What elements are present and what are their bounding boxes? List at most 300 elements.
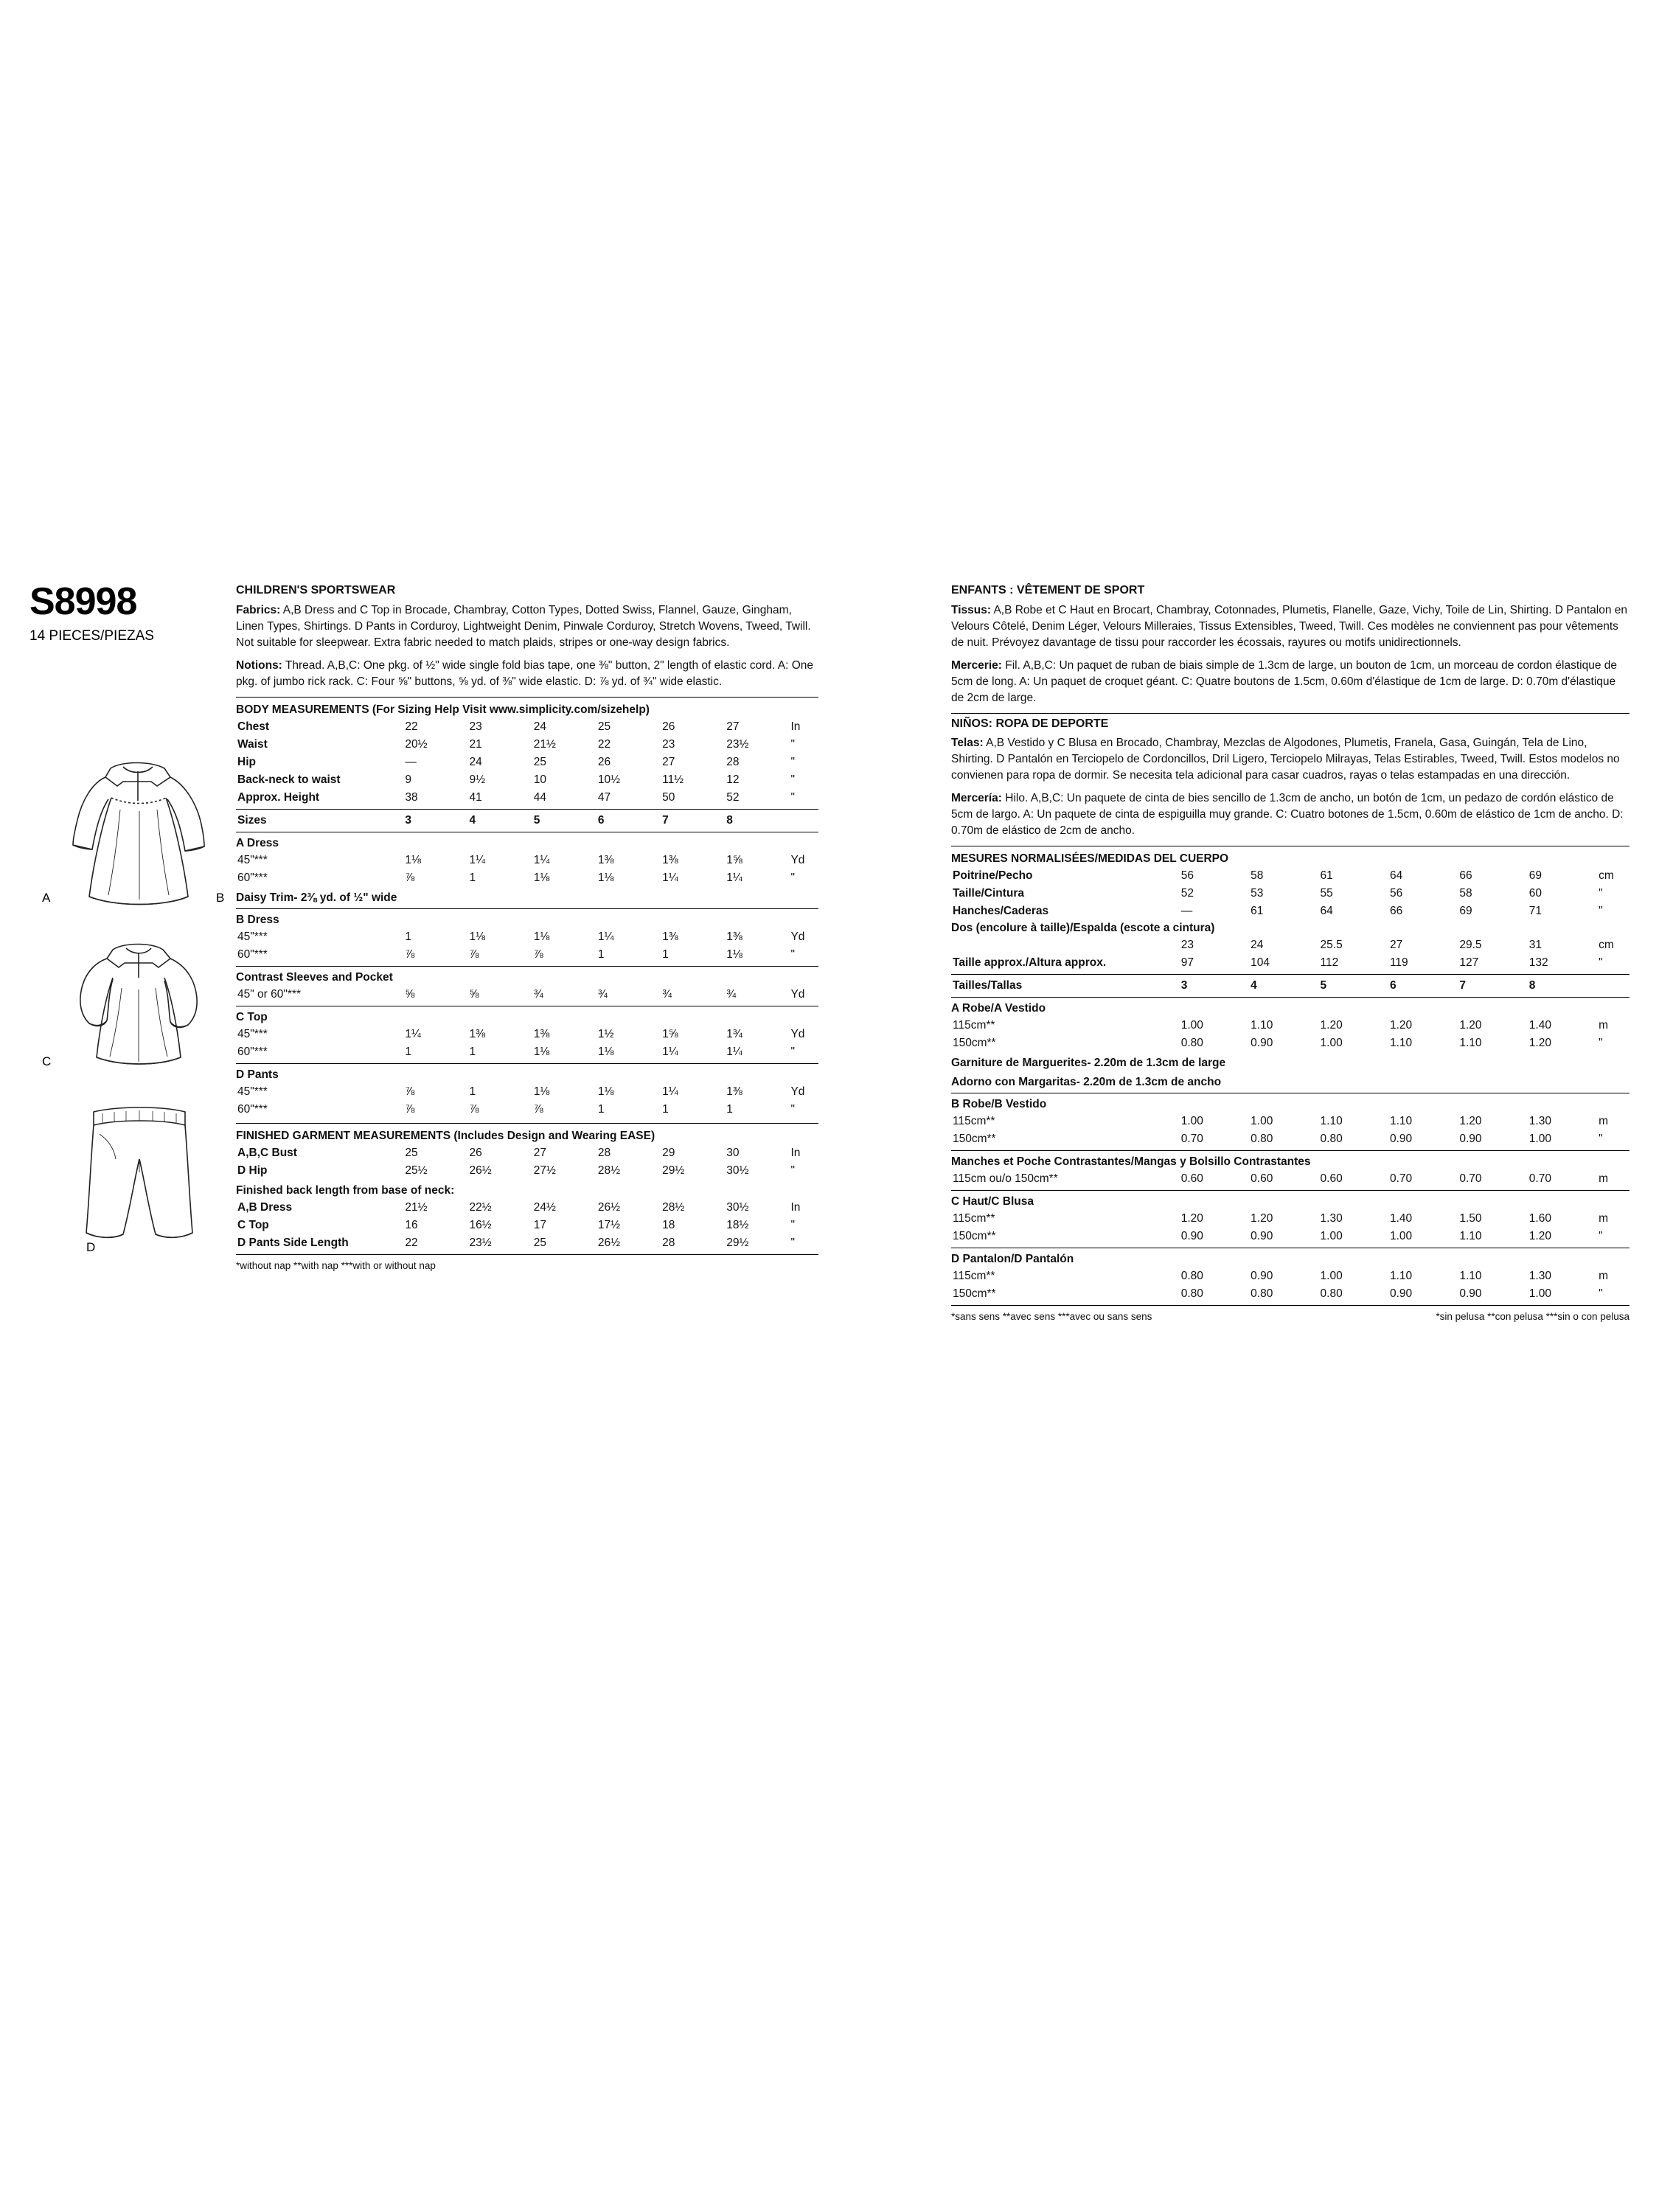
table-row — [951, 1210, 1630, 1228]
cell: 1.00 — [1251, 1115, 1273, 1128]
unit: " — [790, 1218, 795, 1231]
cell: 28 — [662, 1236, 675, 1249]
cell: 1¼ — [597, 930, 614, 943]
cell: 0.70 — [1389, 1172, 1413, 1186]
cell: 1.10 — [1459, 1270, 1482, 1283]
cell: 23 — [662, 737, 675, 751]
illustration-label-a: A — [42, 891, 51, 905]
fabrics-paragraph — [236, 602, 818, 651]
english-title: CHILDREN'S SPORTSWEAR — [236, 584, 396, 597]
cell: 132 — [1528, 956, 1548, 970]
metric-daisy-trim-note-fr: Garniture de Marguerites- 2.20m de 1.3cm de large — [951, 1057, 1226, 1070]
daisy-trim-note: Daisy Trim- 2⅜ yd. of ½" wide — [236, 891, 397, 904]
unit: m — [1599, 1212, 1609, 1225]
cell: 1 — [405, 930, 411, 943]
table-row — [951, 954, 1630, 972]
cell: 1¼ — [405, 1027, 421, 1040]
table-row — [236, 852, 818, 869]
row-label: 60"*** — [237, 1045, 268, 1058]
cell: 0.90 — [1251, 1230, 1273, 1243]
cell: 1 — [469, 1085, 476, 1098]
yardage-table-contrast — [236, 986, 818, 1004]
row-label: D Hip — [237, 1164, 268, 1177]
cell: 1⅜ — [726, 930, 742, 943]
cell: 30 — [726, 1146, 740, 1159]
cell: 119 — [1389, 956, 1408, 970]
table-row — [236, 754, 818, 771]
cell: 66 — [1389, 905, 1403, 918]
row-label: C Top — [237, 1218, 269, 1231]
cell: 1.10 — [1459, 1230, 1482, 1243]
cell: 1¼ — [662, 871, 678, 884]
cell: 1.20 — [1459, 1019, 1482, 1032]
cell: 1⅛ — [597, 871, 614, 884]
cell: 1⅛ — [533, 930, 550, 943]
cell: 23½ — [726, 737, 749, 751]
cell: 61 — [1251, 905, 1264, 918]
cell: 0.80 — [1180, 1037, 1203, 1050]
row-label: Taille approx./Altura approx. — [953, 956, 1107, 970]
cell: 7 — [1459, 979, 1466, 992]
cell: 29½ — [726, 1236, 749, 1249]
cell: 1.00 — [1180, 1115, 1203, 1128]
metric-yardage-table-b — [951, 1113, 1630, 1148]
unit: In — [790, 720, 801, 733]
cell: 1⅝ — [726, 853, 742, 866]
row-label: 150cm** — [953, 1133, 996, 1146]
cell: 1.10 — [1389, 1270, 1413, 1283]
unit: " — [790, 871, 795, 884]
cell: 0.80 — [1320, 1133, 1343, 1146]
row-label: 115cm** — [953, 1270, 995, 1283]
french-spanish-panel — [951, 582, 1630, 1324]
cell: ⅞ — [405, 871, 415, 884]
nap-footnotes — [951, 1310, 1630, 1324]
unit: " — [1599, 1230, 1603, 1243]
table-row — [236, 1144, 818, 1162]
mercerie-text: Fil. A,B,C: Un paquet de ruban de biais simple de 1.3cm de large, un bouton de 1cm, un morceau de cordon élastique de 5cm de long. A: Un paquet de croquet géant. C: Quatre boutons de 1.5cm, 0.60m d'élastique de 1cm de large. D: 0.70m d'élastique de 2cm de large. — [951, 658, 1618, 704]
cell: ⅞ — [469, 947, 479, 961]
cell: 25 — [533, 755, 546, 768]
merceria-label: Mercería: — [951, 792, 1002, 805]
metric-sizes-table — [951, 977, 1630, 995]
back-waist-label-row: Dos (encolure à taille)/Espalda (escote a cintura) — [951, 922, 1215, 935]
cell: 1.10 — [1389, 1115, 1413, 1128]
table-row — [236, 1162, 818, 1180]
table-row — [951, 867, 1630, 885]
cell: 9½ — [469, 773, 486, 786]
cell: 30½ — [726, 1200, 749, 1214]
table-row — [951, 1170, 1630, 1188]
table-row — [951, 1285, 1630, 1303]
french-title: ENFANTS : VÊTEMENT DE SPORT — [951, 584, 1145, 597]
cell: 16½ — [469, 1218, 492, 1231]
row-label: Sizes — [237, 813, 267, 827]
cell: 27 — [1389, 939, 1403, 952]
cell: 1.20 — [1528, 1230, 1551, 1243]
cell: ⅞ — [405, 1102, 415, 1116]
yardage-table-b-dress — [236, 928, 818, 964]
cell: 47 — [597, 790, 611, 804]
cell: 25.5 — [1320, 939, 1343, 952]
nap-footnote-spanish: *sin pelusa **con pelusa ***sin o con pelusa — [1436, 1311, 1630, 1323]
cell: 1⅜ — [469, 1027, 486, 1040]
yardage-table-d-pants — [236, 1083, 818, 1119]
cell: 26½ — [597, 1200, 621, 1214]
table-row — [236, 1217, 818, 1234]
metric-yardage-table-a — [951, 1017, 1630, 1052]
unit: Yd — [790, 987, 805, 1001]
cell: 1 — [662, 947, 669, 961]
cell: 10½ — [597, 773, 621, 786]
cell: 22 — [405, 720, 418, 733]
cell: 56 — [1180, 869, 1194, 883]
row-label: 115cm** — [953, 1115, 995, 1128]
metric-back-waist-table — [951, 936, 1630, 972]
table-row — [951, 1034, 1630, 1052]
cell: 25 — [405, 1146, 418, 1159]
cell: ⅞ — [469, 1102, 479, 1116]
cell: 1.20 — [1180, 1212, 1203, 1225]
cell: 1.10 — [1459, 1037, 1482, 1050]
cell: 21 — [469, 737, 482, 751]
table-row — [236, 1083, 818, 1101]
cell: — — [1180, 905, 1193, 918]
row-label: A,B Dress — [237, 1200, 293, 1214]
row-label: Poitrine/Pecho — [953, 869, 1033, 883]
unit: m — [1599, 1172, 1609, 1186]
cell: 1⅜ — [726, 1085, 742, 1098]
cell: 10 — [533, 773, 546, 786]
unit: " — [790, 773, 795, 786]
cell: 29 — [662, 1146, 675, 1159]
cell: 1 — [726, 1102, 733, 1116]
fabrics-label: Fabrics: — [236, 603, 281, 616]
cell: 1⅝ — [662, 1027, 678, 1040]
cell: ⅝ — [469, 987, 479, 1001]
row-label: Chest — [237, 720, 270, 733]
illustration-label-d: D — [86, 1240, 96, 1254]
cell: ⅝ — [405, 987, 415, 1001]
metric-body-measurements-title: MESURES NORMALISÉES/MEDIDAS DEL CUERPO — [951, 852, 1229, 866]
cell: 22 — [405, 1236, 418, 1249]
cell: 28½ — [597, 1164, 621, 1177]
table-row — [236, 1026, 818, 1043]
fabrics-text: A,B Dress and C Top in Brocade, Chambray, Cotton Types, Dotted Swiss, Flannel, Gauze, Gingham, Linen Types, Shirtings. D Pants in Corduroy, Lightweight Denim, Pinwale Corduroy, Stretch Wovens, Tweed, Twill. Not suitable for sleepwear. Extra fabric needed to match plaids, stripes or one-way design fabrics. — [236, 603, 811, 649]
cell: 26 — [662, 720, 675, 733]
cell: 18½ — [726, 1218, 749, 1231]
cell: 6 — [597, 813, 605, 827]
unit: " — [1599, 905, 1603, 918]
cell: 0.90 — [1389, 1133, 1413, 1146]
divider — [951, 997, 1630, 998]
cell: 1½ — [597, 1027, 614, 1040]
cell: ¾ — [662, 987, 672, 1001]
divider — [951, 974, 1630, 975]
illustration-top-c — [41, 935, 240, 1082]
cell: 0.60 — [1180, 1172, 1203, 1186]
table-row — [236, 1043, 818, 1061]
unit: " — [1599, 1133, 1603, 1146]
cell: 1⅜ — [597, 853, 614, 866]
divider — [951, 1305, 1630, 1306]
divider — [236, 966, 818, 967]
spanish-title: NIÑOS: ROPA DE DEPORTE — [951, 717, 1109, 730]
cell: 1.40 — [1389, 1212, 1413, 1225]
table-row — [951, 1017, 1630, 1034]
back-length-table — [236, 1199, 818, 1252]
cell: 52 — [726, 790, 740, 804]
table-row — [951, 977, 1630, 995]
table-row — [236, 1234, 818, 1252]
metric-group-heading-contrast: Manches et Poche Contrastantes/Mangas y Bolsillo Contrastantes — [951, 1155, 1311, 1169]
cell: 3 — [405, 813, 411, 827]
unit: " — [1599, 887, 1603, 900]
cell: 8 — [1528, 979, 1536, 992]
cell: 22½ — [469, 1200, 492, 1214]
unit: " — [1599, 956, 1603, 970]
cell: 0.90 — [1251, 1037, 1273, 1050]
cell: 1.00 — [1320, 1270, 1343, 1283]
cell: 0.70 — [1180, 1133, 1203, 1146]
unit: cm — [1599, 869, 1614, 883]
metric-group-heading-b: B Robe/B Vestido — [951, 1098, 1047, 1111]
cell: ⅞ — [533, 947, 543, 961]
cell: 1¼ — [726, 1045, 742, 1058]
cell: 24 — [1251, 939, 1264, 952]
cell: 0.70 — [1528, 1172, 1551, 1186]
cell: 27 — [662, 755, 675, 768]
table-row — [236, 789, 818, 807]
mercerie-paragraph — [951, 658, 1630, 706]
row-label: D Pants Side Length — [237, 1236, 349, 1249]
cell: 1.30 — [1528, 1115, 1551, 1128]
mercerie-label: Mercerie: — [951, 658, 1002, 672]
cell: 69 — [1459, 905, 1472, 918]
cell: 0.90 — [1389, 1287, 1413, 1301]
cell: 23 — [469, 720, 482, 733]
cell: 31 — [1528, 939, 1543, 952]
cell: 25 — [597, 720, 611, 733]
notions-text: Thread. A,B,C: One pkg. of ½" wide single fold bias tape, one ⅜" button, 2" length of elastic cord. A: One pkg. of jumbo rick rack. C: Four ⅝" buttons, ⅝ yd. of ⅜" wide elastic. D: ⅞ yd. of ¾" wide elastic. — [236, 658, 814, 688]
cell: 4 — [1251, 979, 1257, 992]
cell: 1⅛ — [726, 947, 742, 961]
cell: 1.10 — [1389, 1037, 1413, 1050]
finished-measurements-title: FINISHED GARMENT MEASUREMENTS (Includes Design and Wearing EASE) — [236, 1129, 655, 1142]
cell: 1.00 — [1389, 1230, 1413, 1243]
cell: 1⅛ — [597, 1045, 614, 1058]
metric-yardage-table-c — [951, 1210, 1630, 1245]
cell: 1⅜ — [662, 930, 678, 943]
tissus-label: Tissus: — [951, 603, 991, 616]
cell: 1 — [662, 1102, 669, 1116]
cell: 8 — [726, 813, 733, 827]
cell: 1⅛ — [533, 871, 550, 884]
cell: 29½ — [662, 1164, 685, 1177]
cell: 0.90 — [1251, 1270, 1273, 1283]
tissus-paragraph — [951, 602, 1630, 651]
row-label: 60"*** — [237, 871, 268, 884]
cell: 38 — [405, 790, 418, 804]
cell: 1 — [469, 1045, 476, 1058]
cell: 44 — [533, 790, 546, 804]
cell: 0.80 — [1251, 1287, 1273, 1301]
cell: 0.80 — [1180, 1287, 1203, 1301]
cell: 12 — [726, 773, 740, 786]
table-row — [236, 736, 818, 754]
table-row — [951, 1267, 1630, 1285]
cell: 26 — [597, 755, 611, 768]
metric-group-heading-a: A Robe/A Vestido — [951, 1002, 1046, 1015]
cell: 16 — [405, 1218, 418, 1231]
divider — [951, 1190, 1630, 1191]
cell: 0.90 — [1180, 1230, 1203, 1243]
cell: 104 — [1251, 956, 1270, 970]
cell: ¾ — [597, 987, 608, 1001]
cell: 1⅛ — [405, 853, 421, 866]
unit: " — [790, 947, 795, 961]
group-heading-a-dress: A Dress — [236, 836, 279, 849]
unit: m — [1599, 1019, 1609, 1032]
cell: 1⅛ — [469, 930, 486, 943]
cell: 5 — [533, 813, 540, 827]
cell: 1.00 — [1320, 1037, 1343, 1050]
cell: ⅞ — [405, 1085, 415, 1098]
pieces-count: 14 PIECES/PIEZAS — [29, 628, 154, 644]
cell: 28 — [597, 1146, 611, 1159]
cell: 58 — [1251, 869, 1264, 883]
cell: 64 — [1320, 905, 1333, 918]
unit: In — [790, 1200, 801, 1214]
cell: 60 — [1528, 887, 1543, 900]
illustration-label-b: B — [216, 891, 225, 905]
divider — [236, 908, 818, 909]
cell: 69 — [1528, 869, 1543, 883]
cell: 55 — [1320, 887, 1333, 900]
cell: 1.10 — [1251, 1019, 1273, 1032]
row-label: 45"*** — [237, 1027, 268, 1040]
group-heading-d-pants: D Pants — [236, 1068, 279, 1081]
cell: 17 — [533, 1218, 546, 1231]
merceria-paragraph — [951, 790, 1630, 839]
unit: m — [1599, 1270, 1609, 1283]
table-row — [236, 718, 818, 736]
cell: 1.00 — [1528, 1287, 1551, 1301]
row-label: Hanches/Caderas — [953, 905, 1049, 918]
cell: 26½ — [469, 1164, 492, 1177]
cell: 18 — [662, 1218, 675, 1231]
telas-label: Telas: — [951, 737, 984, 750]
cell: 0.90 — [1459, 1133, 1482, 1146]
unit: " — [790, 1236, 795, 1249]
cell: 24½ — [533, 1200, 556, 1214]
cell: 20½ — [405, 737, 428, 751]
row-label: A,B,C Bust — [237, 1146, 297, 1159]
cell: 0.70 — [1459, 1172, 1482, 1186]
unit: Yd — [790, 1027, 805, 1040]
unit: " — [790, 1164, 795, 1177]
group-heading-contrast: Contrast Sleeves and Pocket — [236, 970, 393, 984]
unit: Yd — [790, 930, 805, 943]
row-label: 115cm ou/o 150cm** — [953, 1172, 1058, 1186]
unit: " — [790, 1102, 795, 1116]
cell: 21½ — [405, 1200, 428, 1214]
group-heading-c-top: C Top — [236, 1010, 268, 1023]
cell: 27 — [533, 1146, 546, 1159]
nap-footnote-english: *without nap **with nap ***with or without nap — [236, 1259, 436, 1271]
notions-paragraph — [236, 658, 818, 690]
cell: 1.60 — [1528, 1212, 1551, 1225]
cell: 1.40 — [1528, 1019, 1551, 1032]
cell: 22 — [597, 737, 611, 751]
unit: " — [1599, 1287, 1603, 1301]
cell: 1⅜ — [533, 1027, 550, 1040]
back-length-title: Finished back length from base of neck: — [236, 1183, 455, 1197]
cell: 1¼ — [662, 1045, 678, 1058]
cell: 1.00 — [1528, 1133, 1551, 1146]
unit: " — [1599, 1037, 1603, 1050]
table-row — [236, 812, 818, 830]
cell: ⅞ — [405, 947, 415, 961]
cell: — — [405, 755, 417, 768]
cell: 41 — [469, 790, 482, 804]
cell: 1.30 — [1320, 1212, 1343, 1225]
cell: 1 — [597, 947, 605, 961]
cell: 30½ — [726, 1164, 749, 1177]
telas-text: A,B Vestido y C Blusa en Brocado, Chambray, Mezclas de Algodones, Plumetis, Franela, Gasa, Guingán, Tela de Lino, Shirting. D Pantalón en Terciopelo de Cordoncillos, Dril Ligero, Terciopelo Milrayas, Telas Estirables, Tweed, Twill. Estos modelos no convienen para ropa de dormir. Se necesita tela adicional para casar cuadros, rayas o telas estampadas en una dirección. — [951, 737, 1620, 782]
pattern-identity — [29, 582, 236, 644]
cell: 64 — [1389, 869, 1403, 883]
table-row — [236, 986, 818, 1004]
cell: 1.20 — [1251, 1212, 1273, 1225]
cell: 21½ — [533, 737, 556, 751]
cell: 1.20 — [1320, 1019, 1343, 1032]
cell: ¾ — [533, 987, 543, 1001]
metric-yardage-table-d — [951, 1267, 1630, 1303]
row-label: Hip — [237, 755, 256, 768]
cell: 1.00 — [1180, 1019, 1203, 1032]
tissus-text: A,B Robe et C Haut en Brocart, Chambray, Cotonnades, Plumetis, Flanelle, Gaze, Vichy, Toile de Lin, Shirting. D Pantalon en Velours Côtelé, Denim Léger, Velours Milleraies, Tissus Extensibles, Tweed, Twill. Ces modèles ne conviennent pas pour vêtements de nuit. Prévoyez davantage de tissu pour raccorder les écossais, rayures ou motifs unidirectionnels. — [951, 603, 1628, 649]
cell: 1⅛ — [533, 1085, 550, 1098]
cell: 66 — [1459, 869, 1472, 883]
cell: 0.80 — [1180, 1270, 1203, 1283]
table-row — [951, 902, 1630, 920]
table-row — [951, 1228, 1630, 1245]
cell: 28 — [726, 755, 740, 768]
cell: 53 — [1251, 887, 1264, 900]
pattern-number: S8998 — [29, 580, 137, 623]
cell: 1.20 — [1459, 1115, 1482, 1128]
divider — [236, 809, 818, 810]
row-label: 115cm** — [953, 1019, 995, 1032]
table-row — [236, 771, 818, 789]
table-row — [951, 936, 1630, 954]
cell: 26 — [469, 1146, 482, 1159]
row-label: 60"*** — [237, 947, 268, 961]
cell: 97 — [1180, 956, 1194, 970]
body-measurements-title: BODY MEASUREMENTS (For Sizing Help Visit www.simplicity.com/sizehelp) — [236, 703, 650, 716]
cell: 23½ — [469, 1236, 492, 1249]
cell: 50 — [662, 790, 675, 804]
divider — [951, 1150, 1630, 1151]
row-label: 150cm** — [953, 1230, 996, 1243]
cell: 1⅜ — [662, 853, 678, 866]
cell: 5 — [1320, 979, 1327, 992]
cell: 1.50 — [1459, 1212, 1482, 1225]
cell: 23 — [1180, 939, 1194, 952]
row-label: Approx. Height — [237, 790, 320, 804]
group-heading-b-dress: B Dress — [236, 913, 279, 926]
